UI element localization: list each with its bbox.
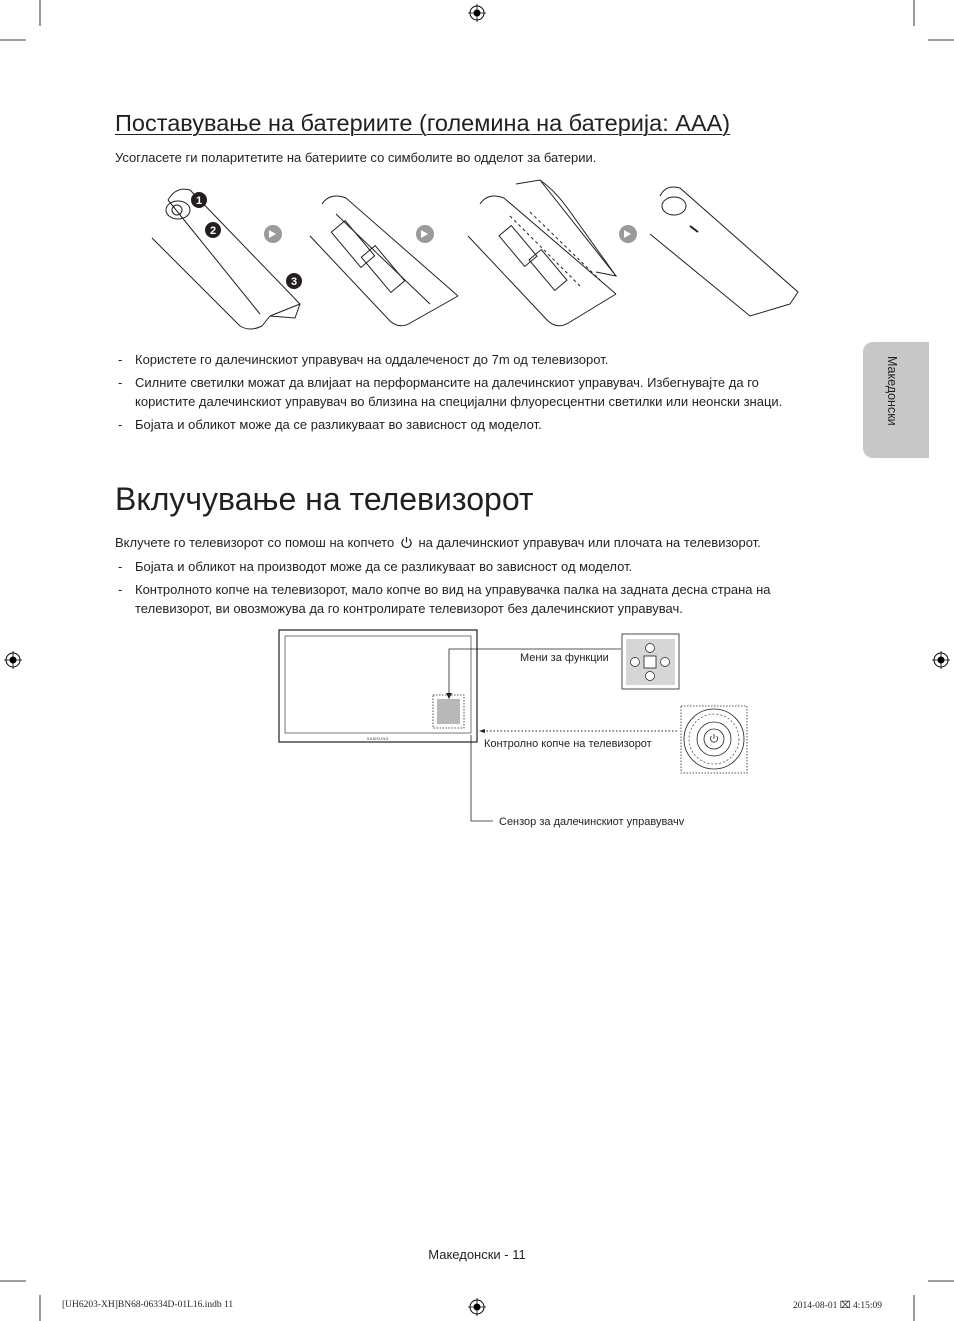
imprint-file: [UH6203-XH]BN68-06334D-01L16.indb 11 <box>62 1300 234 1310</box>
control-stick-label: Контролно копче на телевизорот <box>484 738 652 750</box>
list-item: - Бојата и обликот на производот може да се разликуваат во зависност од моделот. <box>118 559 633 574</box>
menu-label: Мени за функции <box>520 652 609 664</box>
power-intro: Вклучете го телевизорот со помош на копчето на далечинскиот управувач или плочата на телевизорот. <box>115 535 761 550</box>
battery-notes <box>115 350 815 438</box>
registration-mark-icon <box>468 1298 486 1316</box>
battery-installation-illustration <box>150 176 810 334</box>
remote-sensor-label: Сензор за далечинскиот управувачv <box>499 816 685 828</box>
list-item: - Контролното копче на телевизорот, мало копче во вид на управувачка палка на задната десна страна на телевизорот, ви овозможува да го контролирате телевизорот без далечинскиот управувач. <box>118 582 771 616</box>
power-icon <box>400 536 413 549</box>
list-item: - Користете го далечинскиот управувач на оддалеченост до 7m од телевизорот. <box>118 352 609 367</box>
tv-control-diagram <box>275 625 755 835</box>
battery-section-heading: Поставување на батериите (големина на батерија: AAA) <box>115 110 731 136</box>
step-number: 2 <box>209 225 217 237</box>
list-item: - Бојата и обликот може да се разликуваат во зависност од моделот. <box>118 417 542 432</box>
language-side-tab-label: Македонски <box>885 356 899 426</box>
registration-mark-icon <box>468 4 486 22</box>
imprint-date: 2014-08-01 ⌧ 4:15:09 <box>793 1301 883 1311</box>
step-number: 1 <box>195 195 203 207</box>
list-item: - Силните светилки можат да влијаат на перформансите на далечинскиот управувач. Избегнувајте да го користите далечинскиот управувач во близина на специјални флуоресцентни светилки или неонски знаци. <box>118 375 783 409</box>
language-side-tab <box>863 342 929 458</box>
page-number: Македонски - 11 <box>428 1247 526 1262</box>
power-notes <box>115 557 805 622</box>
tv-brand-logo: SAMSUNG <box>367 737 389 741</box>
registration-mark-icon <box>4 651 22 669</box>
registration-mark-icon <box>932 651 950 669</box>
battery-intro: Усогласете ги поларитетите на батериите со симболите во одделот за батерии. <box>115 150 597 165</box>
step-number: 3 <box>290 276 298 288</box>
power-section-heading: Вклучување на телевизорот <box>115 481 534 517</box>
